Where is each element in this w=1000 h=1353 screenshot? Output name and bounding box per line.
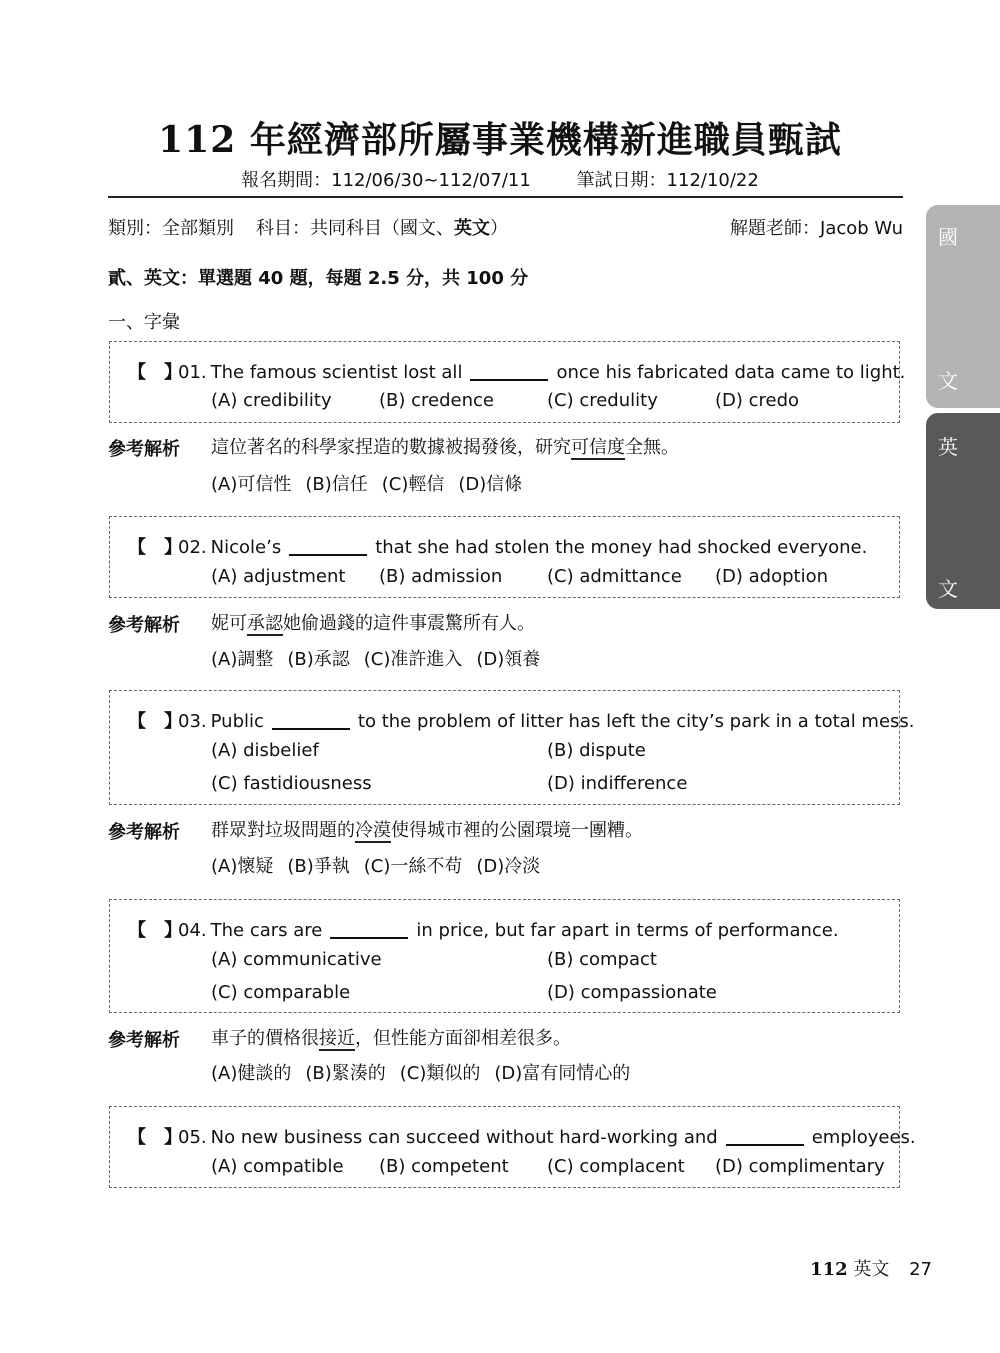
exam-date: 筆試日期：112/10/22 <box>576 170 759 191</box>
answer-bracket: 【 】 <box>128 362 182 383</box>
question-stem: 【 】03. Public to the problem of litter has left the city’s park in a total mess. <box>128 707 915 733</box>
option-a: (A) credibility <box>211 390 332 411</box>
analysis-label: 參考解析 <box>108 1030 180 1051</box>
side-tab-char: 國 <box>938 225 958 249</box>
page-title: 112 年經濟部所屬事業機構新進職員甄試 <box>158 119 842 161</box>
section-heading: 一、字彙 <box>108 312 180 333</box>
answer-bracket: 【 】 <box>128 711 182 732</box>
option-d: (D) indifference <box>547 773 688 794</box>
option-a: (A) communicative <box>211 949 382 970</box>
registration-period: 報名期間：112/06/30~112/07/11 <box>241 170 531 191</box>
option-d: (D) compassionate <box>547 982 717 1003</box>
option-c: (C) admittance <box>547 566 682 587</box>
blank-line <box>726 1126 804 1146</box>
option-b: (B) competent <box>379 1156 509 1177</box>
question-box-01 <box>109 341 906 423</box>
blank-line <box>470 361 548 381</box>
subject-label: 科目：共同科目（國文、英文） <box>256 218 508 239</box>
blank-line <box>330 919 408 939</box>
footer-subject: 英文 <box>853 1259 890 1280</box>
option-a: (A) compatible <box>211 1156 344 1177</box>
question-stem: 【 】01. The famous scientist lost all once his fabricated data came to light. <box>128 358 905 384</box>
analysis-options: (A)健談的 (B)緊湊的 (C)類似的 (D)富有同情心的 <box>211 1063 631 1084</box>
footer-year: 112 <box>810 1259 848 1280</box>
analysis-text: 群眾對垃圾問題的冷漠使得城市裡的公園環境一團糟。 <box>211 820 643 841</box>
option-d: (D) adoption <box>715 566 829 587</box>
page-footer <box>810 1255 932 1281</box>
answer-bracket: 【 】 <box>128 920 182 941</box>
option-b: (B) credence <box>379 390 494 411</box>
side-tab-chinese[interactable] <box>926 205 1000 408</box>
answer-bracket: 【 】 <box>128 537 182 558</box>
question-box-02 <box>109 516 900 598</box>
analysis-label: 參考解析 <box>108 615 180 636</box>
teacher-label: 解題老師：Jacob Wu <box>730 218 903 239</box>
option-c: (C) fastidiousness <box>211 773 372 794</box>
side-tab-char: 文 <box>938 577 958 601</box>
page-number: 27 <box>909 1259 932 1280</box>
question-box-03 <box>109 690 915 805</box>
header-divider <box>108 196 903 198</box>
side-tab-english[interactable] <box>926 413 1000 609</box>
option-d: (D) complimentary <box>715 1156 885 1177</box>
question-box-05 <box>109 1106 916 1188</box>
question-stem: 【 】04. The cars are in price, but far apart in terms of performance. <box>128 916 839 942</box>
part-heading: 貳、英文：單選題 40 題，每題 2.5 分，共 100 分 <box>108 268 529 289</box>
exam-meta <box>108 214 508 240</box>
side-tab-char: 英 <box>938 435 958 459</box>
blank-line <box>289 536 367 556</box>
analysis-options: (A)懷疑 (B)爭執 (C)一絲不苟 (D)冷淡 <box>211 856 541 877</box>
blank-line <box>272 710 350 730</box>
option-c: (C) complacent <box>547 1156 685 1177</box>
analysis-label: 參考解析 <box>108 822 180 843</box>
analysis-text: 這位著名的科學家捏造的數據被揭發後，研究可信度全無。 <box>211 437 679 458</box>
category-label: 類別：全部類別 <box>108 218 234 239</box>
analysis-text: 車子的價格很接近，但性能方面卻相差很多。 <box>211 1028 571 1049</box>
option-b: (B) admission <box>379 566 503 587</box>
option-c: (C) credulity <box>547 390 658 411</box>
analysis-text: 妮可承認她偷過錢的這件事震驚所有人。 <box>211 613 535 634</box>
question-stem: 【 】05. No new business can succeed without hard-working and employees. <box>128 1123 916 1149</box>
analysis-label: 參考解析 <box>108 439 180 460</box>
side-tab-char: 文 <box>938 369 958 393</box>
analysis-options: (A)可信性 (B)信任 (C)輕信 (D)信條 <box>211 474 523 495</box>
option-d: (D) credo <box>715 390 800 411</box>
question-stem: 【 】02. Nicole’s that she had stolen the money had shocked everyone. <box>128 533 867 559</box>
option-b: (B) compact <box>547 949 657 970</box>
answer-bracket: 【 】 <box>128 1127 182 1148</box>
option-c: (C) comparable <box>211 982 351 1003</box>
option-b: (B) dispute <box>547 740 646 761</box>
analysis-options: (A)調整 (B)承認 (C)准許進入 (D)領養 <box>211 649 541 670</box>
question-box-04 <box>109 899 900 1013</box>
option-a: (A) adjustment <box>211 566 346 587</box>
option-a: (A) disbelief <box>211 740 319 761</box>
exam-dates <box>0 166 1000 192</box>
